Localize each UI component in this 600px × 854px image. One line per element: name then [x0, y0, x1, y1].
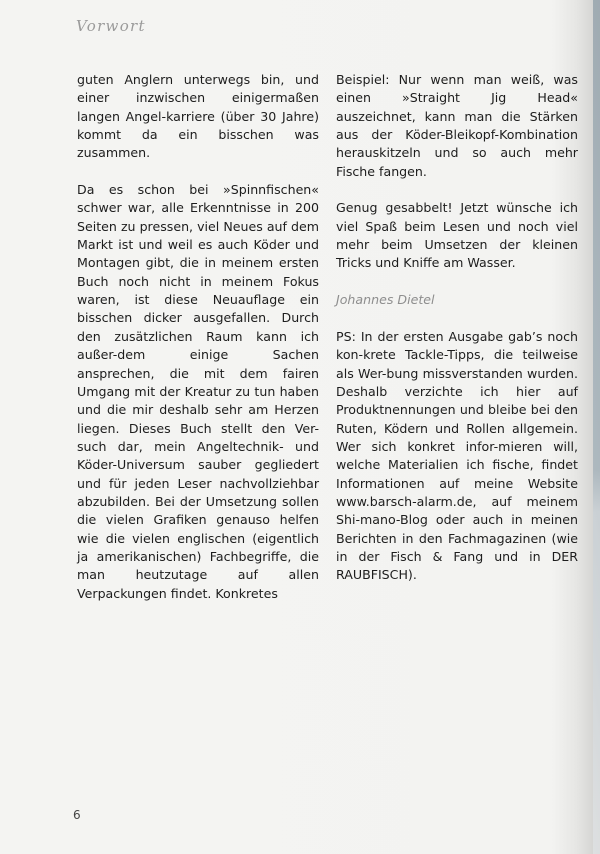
page-number: 6 [73, 808, 81, 822]
paragraph: guten Anglern unterwegs bin, und einer inzwischen einigermaßen langen Angel-karriere (über 30 Jahre) kommt da ein bisschen was zusammen. [77, 72, 319, 161]
adjacent-page-edge [593, 0, 600, 854]
left-text-column [77, 71, 319, 621]
paragraph: Da es schon bei »Spinnfischen« schwer war, alle Erkenntnisse in 200 Seiten zu pressen, viel Neues auf dem Markt ist und weil es auch Köder und Montagen gibt, die in meinem ersten Buch noch nicht in meinem Fokus waren, ist diese Neuauflage ein bisschen dicker ausgefallen. Durch den zusätzlichen Raum kann ich außer-dem einige Sachen ansprechen, die mit dem fairen Umgang mit der Kreatur zu tun haben und die mir deshalb sehr am Herzen liegen. Dieses Buch stellt den Ver-such dar, mein Angeltechnik- und Köder-Universum sauber gegliedert und für jeden Leser nachvollziehbar abzubilden. Bei der Umsetzung sollen die vielen Grafiken genauso helfen wie die vielen englischen (eigentlich ja amerikanischen) Fachbegriffe, die man heutzutage auf allen Verpackungen findet. Konkretes [77, 182, 319, 601]
postscript-paragraph: PS: In der ersten Ausgabe gab’s noch kon-krete Tackle-Tipps, die teilweise als Wer-bung missverstanden wurden. Deshalb verzichte ich hier auf Produktnennungen und bleibe bei den Ruten, Ködern und Rollen allgemein. Wer sich konkret infor-mieren will, welche Materialien ich fische, findet Informationen auf meine Website www.barsch-alarm.de, auf meinem Shi-mano-Blog oder auch in meinen Berichten in den Fachmagazinen (wie in der Fisch & Fang und in DER RAUBFISCH). [336, 328, 578, 583]
paragraph: Beispiel: Nur wenn man weiß, was einen »Straight Jig Head« auszeichnet, kann man die Stärken aus der Köder-Bleikopf-Kombination herauskitzeln und so auch mehr Fische fangen. [336, 72, 578, 179]
section-title: Vorwort [76, 17, 146, 35]
right-text-column [336, 71, 578, 603]
author-signature: Johannes Dietel [336, 292, 435, 308]
paragraph: Genug gesabbelt! Jetzt wünsche ich viel Spaß beim Lesen und noch viel mehr beim Umsetzen der kleinen Tricks und Kniffe am Wasser. [336, 200, 578, 271]
